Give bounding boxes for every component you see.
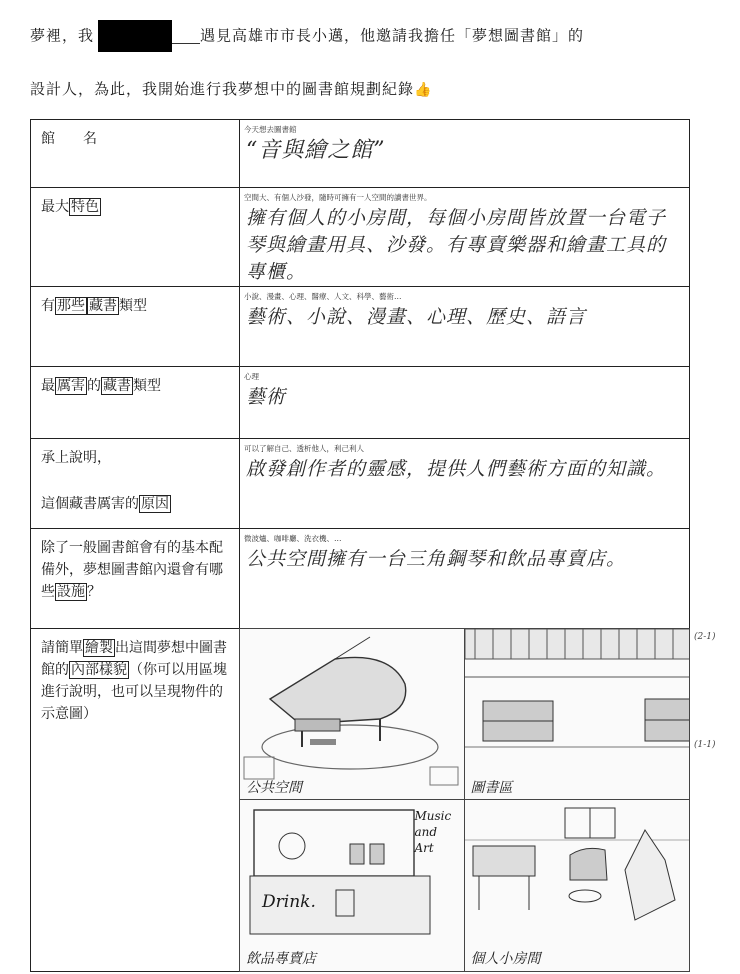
hint-reason: 可以了解自己、透析他人，利己利人 [244, 444, 364, 453]
label-reason: 承上說明， 這個藏書厲害的 原因 [31, 439, 240, 529]
caption-drink-shop: 飲品專賣店 [246, 951, 316, 967]
grand-piano-icon [240, 629, 466, 800]
private-room-icon [465, 800, 691, 971]
sketch-private-room [464, 799, 691, 972]
intro-line1-prefix: 夢裡，我 [30, 26, 95, 45]
answer-reason: 啟發創作者的靈感，提供人們藝術方面的知識。 [246, 458, 667, 480]
answer-cell-reason [240, 439, 690, 529]
sketch-public-space [239, 628, 466, 801]
label-facilities: 除了一般圖書館會有的基本配備外，夢想圖書館內還會有哪些 設施 ？ [31, 529, 240, 629]
margin-note-1-1: (1-1) [694, 740, 716, 750]
caption-public-space: 公共空間 [246, 780, 302, 796]
row-best-collection [31, 367, 690, 439]
sketch-grid [240, 629, 689, 971]
answer-main-feature: 擁有個人的小房間，每個小房間皆放置一台電子琴與繪畫用具、沙發。有專賣樂器和繪畫工具的專櫃。 [246, 207, 667, 283]
answer-facilities: 公共空間擁有一台三角鋼琴和飲品專賣店。 [246, 548, 627, 570]
label-collection-types: 有 那些 藏書 類型 [31, 287, 240, 367]
answer-cell-library-name [240, 120, 690, 188]
intro-line-1 [30, 20, 584, 52]
answer-cell-main-feature [240, 188, 690, 287]
hint-main-feature: 空間大、有個人沙發，隨時可擁有一人空間的讀書世界。 [244, 193, 432, 202]
label-main-feature: 最大 特色 [31, 188, 240, 287]
sketch-drink-shop [239, 799, 466, 972]
bookshelves-icon [465, 629, 691, 800]
thumbs-up-icon: 👍 [414, 82, 433, 98]
row-facilities [31, 529, 690, 629]
hint-collection-types: 小說、漫畫、心理、醫療、人文、科學、藝術… [244, 292, 402, 301]
sketch-book-area [464, 628, 691, 801]
row-reason [31, 439, 690, 529]
hint-facilities: 微波爐、咖啡廳、洗衣機、… [244, 534, 342, 543]
label-drawing: 請簡單 繪製 出這間夢想中圖書館的 內部樣貌 （你可以用區塊進行說明，也可以呈現物件的示意圖） [31, 629, 240, 972]
intro-line1-suffix: 遇見高雄市市長小邁，他邀請我擔任「夢想圖書館」的 [200, 26, 585, 45]
row-library-name [31, 120, 690, 188]
answer-best-collection: 藝術 [246, 386, 287, 408]
row-main-feature [31, 188, 690, 287]
music-and-art-sign: Music and Art [414, 809, 452, 855]
library-plan-form [30, 119, 690, 972]
drink-sign: Drink. [262, 892, 316, 912]
redacted-name [98, 20, 172, 52]
intro-line-2 [30, 78, 432, 99]
row-collection-types [31, 287, 690, 367]
answer-cell-facilities [240, 529, 690, 629]
blank-line [172, 29, 200, 44]
intro-line2-text: 設計人，為此，我開始進行我夢想中的圖書館規劃紀錄 [30, 80, 415, 98]
hint-library-name: 今天想去圖書館 [244, 125, 297, 134]
row-drawing [31, 629, 690, 972]
answer-cell-collection-types [240, 287, 690, 367]
caption-book-area: 圖書區 [470, 780, 513, 796]
caption-private-room: 個人小房間 [470, 951, 541, 967]
hint-best-collection: 心理 [244, 372, 259, 381]
answer-cell-best-collection [240, 367, 690, 439]
drawing-cell [240, 629, 690, 972]
margin-note-2-1: (2-1) [694, 632, 716, 642]
label-library-name: 館 名 [31, 120, 240, 188]
label-best-collection: 最 厲害 的 藏書 類型 [31, 367, 240, 439]
answer-collection-types: 藝術、小說、漫畫、心理、歷史、語言 [246, 306, 587, 328]
answer-library-name: “音與繪之館” [246, 138, 386, 163]
